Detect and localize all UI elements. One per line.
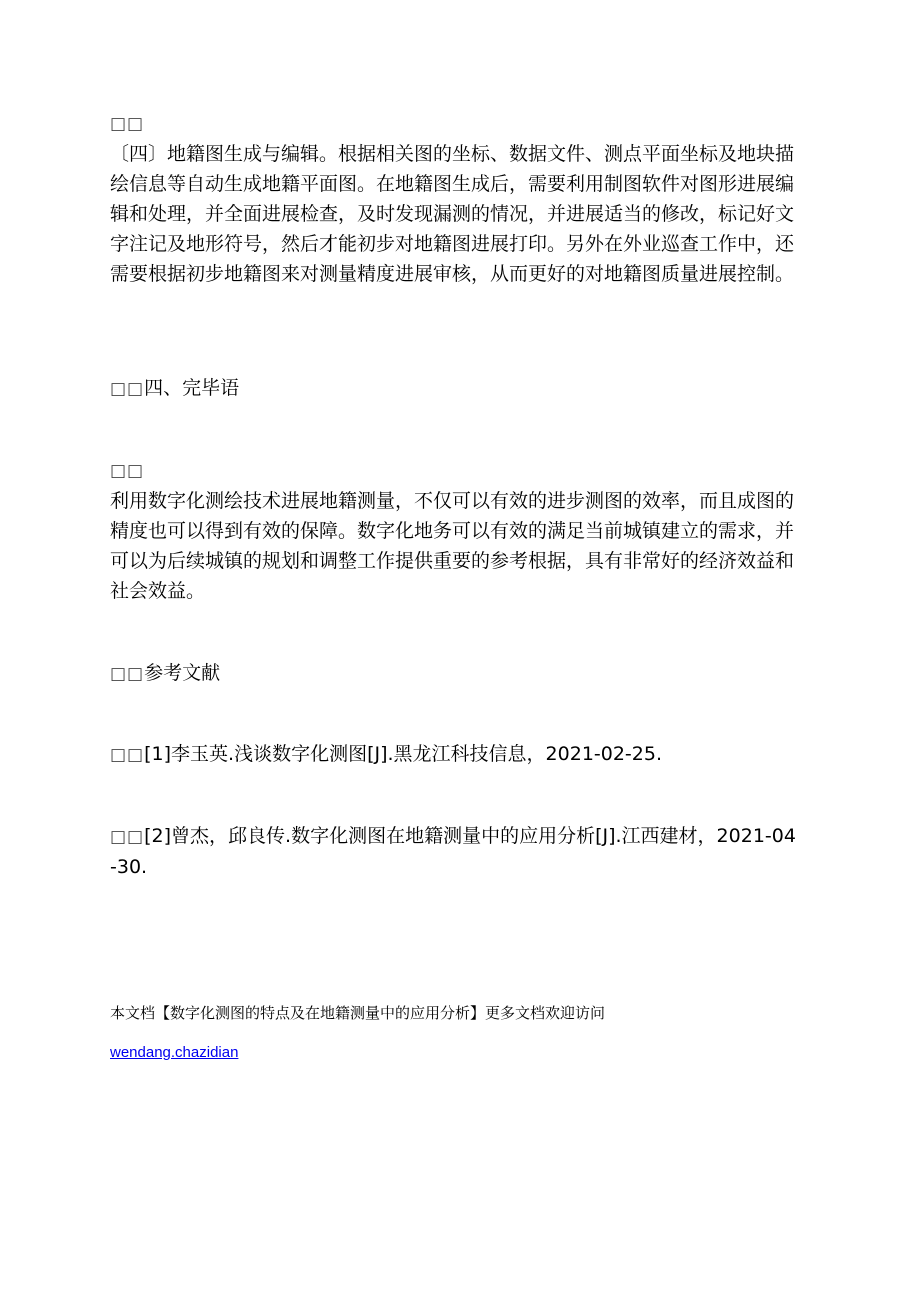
footer-link[interactable]: wendang.chazidian [110,1044,239,1061]
paragraph-text: 利用数字化测绘技术进展地籍测量，不仅可以有效的进步测图的效率，而且成图的精度也可以得到有效的保障。数字化地务可以有效的满足当前城镇建立的需求，并可以为后续城镇的规划和调整工作提供重要的参考根据，具有非常好的经济效益和社会效益。 [110,490,795,602]
placeholder-glyph: □□ [110,745,145,765]
reference-text: [2]曾杰，邱良传.数字化测图在地籍测量中的应用分析[J].江西建材，2021-04-30. [110,825,796,878]
heading-text: 参考文献 [144,662,221,684]
conclusion-heading [110,373,800,404]
paragraph-section-4-sub [110,108,800,289]
placeholder-glyph: □□ [110,827,145,847]
reference-text: [1]李玉英.浅谈数字化测图[J].黑龙江科技信息，2021-02-25. [144,743,663,765]
paragraph-conclusion [110,455,800,606]
paragraph-text: 〔四〕地籍图生成与编辑。根据相关图的坐标、数据文件、测点平面坐标及地块描绘信息等自动生成地籍平面图。在地籍图生成后，需要利用制图软件对图形进展编辑和处理，并全面进展检查，及时发现漏测的情况，并进展适当的修改，标记好文字注记及地形符号，然后才能初步对地籍图进展打印。另外在外业巡查工作中，还需要根据初步地籍图来对测量精度进展审核，从而更好的对地籍图质量进展控制。 [110,143,795,285]
placeholder-glyph: □□ [110,461,145,481]
placeholder-glyph: □□ [110,379,145,399]
placeholder-glyph: □□ [110,114,145,134]
reference-item [110,821,800,882]
placeholder-glyph: □□ [110,664,145,684]
reference-item [110,739,800,770]
heading-text: 四、完毕语 [144,377,240,399]
references-heading [110,658,800,689]
footer-text: 本文档【数字化测图的特点及在地籍测量中的应用分析】更多文档欢迎访问 [110,1004,606,1022]
